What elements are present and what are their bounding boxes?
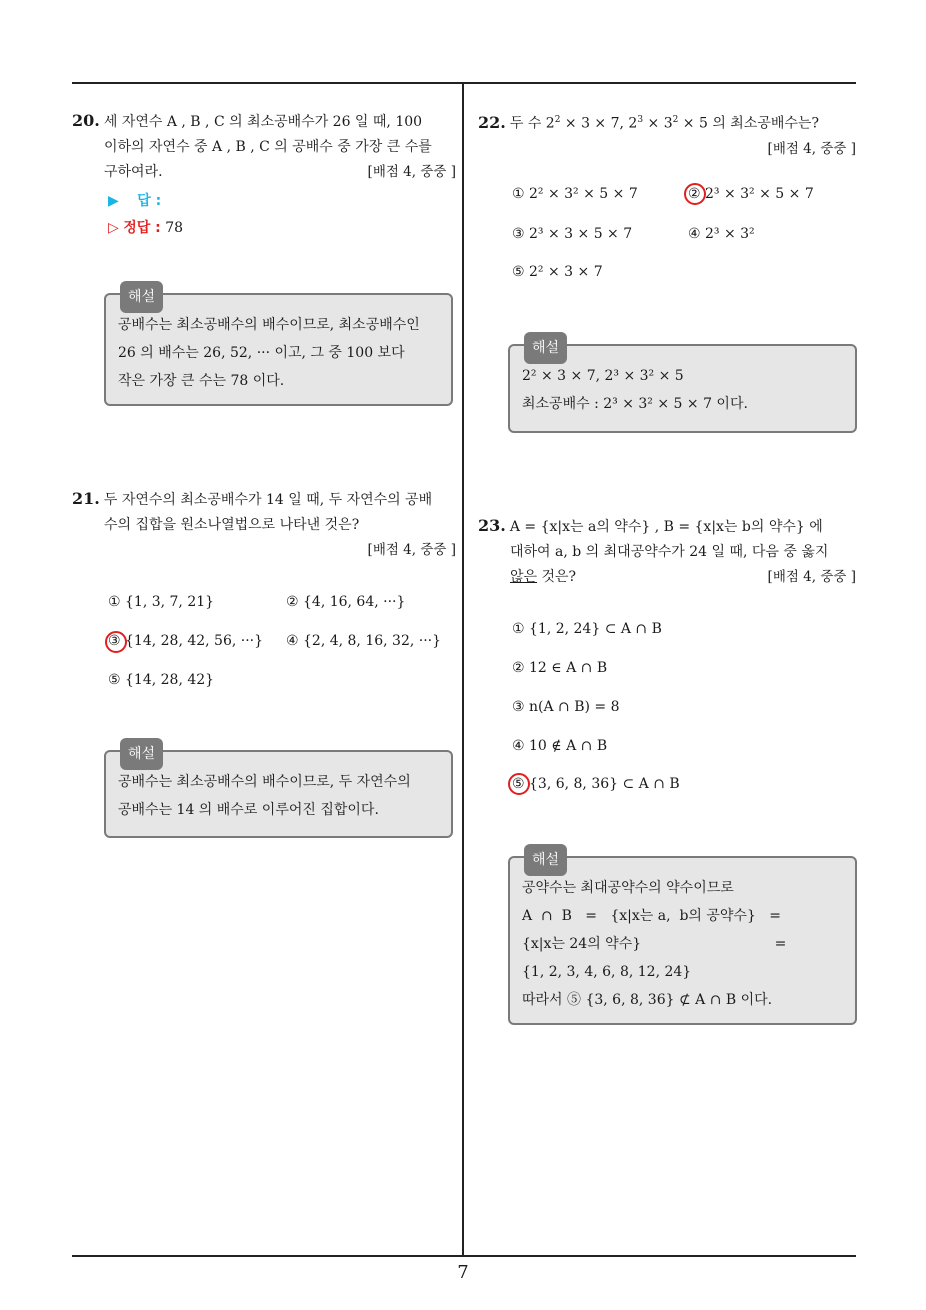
question-text-part: × 3 × 7, 2 <box>560 115 638 132</box>
solution-box-22 <box>508 340 857 433</box>
answer-label: 답 : <box>137 193 162 209</box>
exponent: 2 <box>672 115 679 125</box>
solution-line: 최소공배수 : 2³ × 3² × 5 × 7 이다. <box>522 396 748 412</box>
bottom-rule <box>72 1255 856 1257</box>
solution-box-20 <box>104 289 453 406</box>
answer-arrow-icon: ▶ <box>108 193 119 209</box>
exponent: 3 <box>637 115 644 125</box>
correct-value: 78 <box>165 220 184 236</box>
question-text-line: 세 자연수 A , B , C 의 최소공배수가 26 일 때, 100 <box>103 114 423 130</box>
question-number: 21. <box>72 489 100 508</box>
question-number: 22. <box>478 112 506 132</box>
question-text-line: 대하여 a, b 의 최대공약수가 24 일 때, 다음 중 옳지 <box>510 544 829 560</box>
solution-line: 26 의 배수는 26, 52, ··· 이고, 그 중 100 보다 <box>118 345 405 361</box>
underlined-word: 않은 <box>510 569 538 585</box>
top-rule <box>72 82 856 84</box>
choice-2[interactable]: ② 2³ × 3² × 5 × 7 <box>688 186 814 202</box>
question-text-part: × 5 의 최소공배수는? <box>678 115 819 132</box>
selected-answer-circle <box>105 631 127 653</box>
choice-1[interactable]: ① {1, 3, 7, 21} <box>108 594 215 610</box>
question-21 <box>72 486 456 563</box>
solution-line: {x|x는 24의 약수} = <box>522 936 787 952</box>
correct-answer-row <box>108 217 183 237</box>
correct-arrow-icon: ▷ <box>108 220 119 236</box>
choice-5[interactable]: ⑤ 2² × 3 × 7 <box>512 264 603 280</box>
choice-4[interactable]: ④ 2³ × 3² <box>688 226 755 242</box>
score-meta: [배점 4, 중중 ] <box>367 164 456 180</box>
question-text-part: 두 수 2 <box>509 115 555 132</box>
page-number: 7 <box>457 1262 469 1283</box>
question-text-part: × 3 <box>643 115 673 132</box>
solution-line: {1, 2, 3, 4, 6, 8, 12, 24} <box>522 964 692 980</box>
solution-box-23 <box>508 852 857 1025</box>
choice-5[interactable]: ⑤ {14, 28, 42} <box>108 672 215 688</box>
question-text-line: 수의 집합을 원소나열법으로 나타낸 것은? <box>104 517 360 533</box>
question-text-line: A = {x|x는 a의 약수} , B = {x|x는 b의 약수} 에 <box>509 519 823 535</box>
answer-row <box>108 190 161 210</box>
selected-answer-circle <box>684 183 706 205</box>
solution-box-21 <box>104 746 453 838</box>
choice-4[interactable]: ④ {2, 4, 8, 16, 32, ···} <box>286 633 442 649</box>
choice-4[interactable]: ④ 10 ∉ A ∩ B <box>512 738 608 754</box>
choice-2[interactable]: ② {4, 16, 64, ···} <box>286 594 406 610</box>
solution-tag: 해설 <box>120 281 163 313</box>
solution-line: 공배수는 최소공배수의 배수이므로, 두 자연수의 <box>118 774 411 790</box>
choice-2[interactable]: ② 12 ∈ A ∩ B <box>512 660 608 676</box>
choice-1[interactable]: ① 2² × 3² × 5 × 7 <box>512 186 638 202</box>
solution-line: 공약수는 최대공약수의 약수이므로 <box>522 880 734 896</box>
solution-line: 공배수는 최소공배수의 배수이므로, 최소공배수인 <box>118 317 420 333</box>
solution-line: 2² × 3 × 7, 2³ × 3² × 5 <box>522 368 684 384</box>
solution-line: A ∩ B = {x|x는 a, b의 공약수} = <box>522 908 781 924</box>
solution-tag: 해설 <box>524 844 567 876</box>
choice-5[interactable]: ⑤ {3, 6, 8, 36} ⊂ A ∩ B <box>512 776 680 792</box>
question-23 <box>478 513 856 590</box>
question-text-line: 두 자연수의 최소공배수가 14 일 때, 두 자연수의 공배 <box>103 492 433 508</box>
question-number: 20. <box>72 111 100 130</box>
score-meta: [배점 4, 중중 ] <box>767 140 856 157</box>
solution-line: 따라서 ⑤ {3, 6, 8, 36} ⊄ A ∩ B 이다. <box>522 992 773 1008</box>
solution-line: 공배수는 14 의 배수로 이루어진 집합이다. <box>118 802 379 818</box>
solution-tag: 해설 <box>120 738 163 770</box>
score-meta: [배점 4, 중중 ] <box>767 569 856 585</box>
choice-3[interactable]: ③ {14, 28, 42, 56, ···} <box>108 633 264 649</box>
question-number: 23. <box>478 516 506 535</box>
question-text-line: 구하여라. <box>104 164 163 180</box>
choice-1[interactable]: ① {1, 2, 24} ⊂ A ∩ B <box>512 621 662 637</box>
question-20 <box>72 108 456 185</box>
correct-label: 정답 : <box>123 220 161 236</box>
choice-3[interactable]: ③ n(A ∩ B) = 8 <box>512 699 620 715</box>
score-meta: [배점 4, 중중 ] <box>367 542 456 558</box>
question-text-line: 이하의 자연수 중 A , B , C 의 공배수 중 가장 큰 수를 <box>104 139 432 155</box>
solution-tag: 해설 <box>524 332 567 364</box>
choice-3[interactable]: ③ 2³ × 3 × 5 × 7 <box>512 226 633 242</box>
column-divider <box>462 83 464 1256</box>
question-text-line: 것은? <box>537 569 577 585</box>
solution-line: 작은 가장 큰 수는 78 이다. <box>118 373 285 389</box>
selected-answer-circle <box>508 773 530 795</box>
question-22 <box>478 108 856 162</box>
exponent: 2 <box>554 115 561 125</box>
